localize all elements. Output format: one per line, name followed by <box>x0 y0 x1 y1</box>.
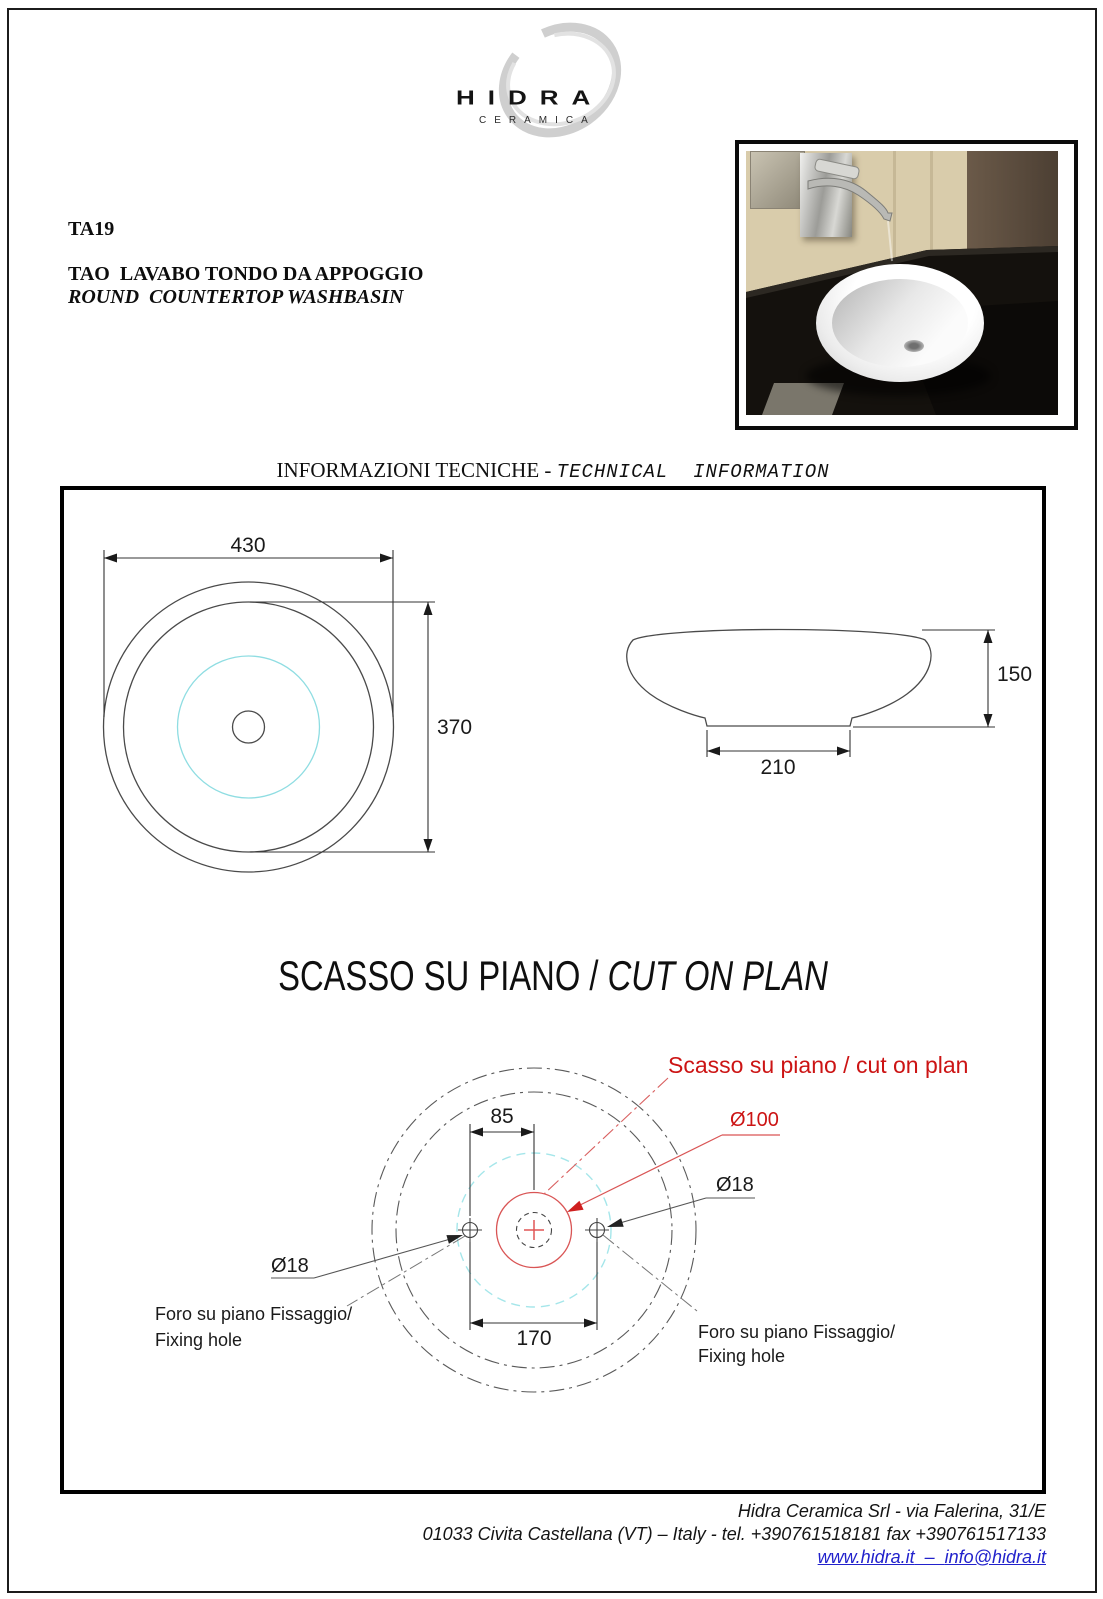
section-heading <box>60 458 1046 483</box>
top-view-dimension-lines <box>104 550 435 852</box>
footer-link-separator: – <box>914 1547 945 1567</box>
label-cut-plan-callout: Scasso su piano / cut on plan <box>668 1052 969 1078</box>
section-heading-italian: INFORMAZIONI TECNICHE - <box>276 458 557 482</box>
label-fixing-left-line1: Foro su piano Fissaggio/ <box>155 1304 353 1324</box>
cut-plan-title-english: CUT ON PLAN <box>607 952 828 999</box>
side-view-profile <box>627 630 931 727</box>
side-view-dimension-lines <box>707 630 995 757</box>
label-fixing-left-line2: Fixing hole <box>155 1330 243 1350</box>
footer-address-line2: 01033 Civita Castellana (VT) – Italy - tel. +390761518181 fax +390761517133 <box>422 1524 1046 1544</box>
fixing-hole-right <box>585 1218 609 1242</box>
product-photo <box>746 151 1058 415</box>
footer-website-link[interactable]: www.hidra.it <box>817 1547 915 1567</box>
product-photo-frame <box>735 140 1078 430</box>
footer-address-line1: Hidra Ceramica Srl - via Falerina, 31/E <box>737 1501 1046 1521</box>
dim-center-offset: 85 <box>490 1105 514 1128</box>
product-title-english: ROUND COUNTERTOP WASHBASIN <box>68 286 404 308</box>
dim-base-width: 210 <box>760 756 796 779</box>
brand-logo <box>430 20 655 138</box>
dim-hole-spacing: 170 <box>516 1327 552 1350</box>
photo-faucet-spout <box>808 178 892 221</box>
dim-height: 150 <box>997 663 1033 686</box>
technical-drawing-box <box>60 486 1046 1494</box>
photo-faucet-handle <box>814 159 860 180</box>
footer-email-link[interactable]: info@hidra.it <box>944 1547 1046 1567</box>
brand-subtitle: CERAMICA <box>479 115 596 126</box>
photo-drain <box>904 340 924 352</box>
footer <box>423 1500 1046 1569</box>
leader-fixing-left <box>347 1236 465 1306</box>
product-code: TA19 <box>68 218 115 240</box>
cut-plan-title-italian: SCASSO SU PIANO / <box>278 952 608 999</box>
photo-washbasin-basin <box>832 279 968 367</box>
product-block <box>68 218 423 309</box>
label-fixing-right-line1: Foro su piano Fissaggio/ <box>698 1322 896 1342</box>
cut-plan-title <box>172 952 935 1000</box>
brand-name: HIDRA <box>456 86 604 110</box>
cut-plan-center-cross <box>524 1220 544 1240</box>
top-view-basin-edge <box>178 656 320 798</box>
label-fixing-right-line2: Fixing hole <box>698 1346 786 1366</box>
top-view-circles <box>104 582 394 872</box>
leader-hole-right <box>607 1198 755 1227</box>
label-hole-diameter-left: Ø18 <box>271 1255 309 1277</box>
footer-links <box>423 1546 1046 1569</box>
section-heading-english: TECHNICAL INFORMATION <box>556 461 830 483</box>
product-title-italian: TAO LAVABO TONDO DA APPOGGIO <box>68 263 424 285</box>
label-hole-diameter-right: Ø18 <box>716 1174 754 1196</box>
dim-inner-diameter: 370 <box>437 716 473 739</box>
leader-fixing-right <box>603 1235 697 1311</box>
label-cut-diameter: Ø100 <box>730 1109 779 1131</box>
dim-outer-diameter: 430 <box>230 534 266 557</box>
